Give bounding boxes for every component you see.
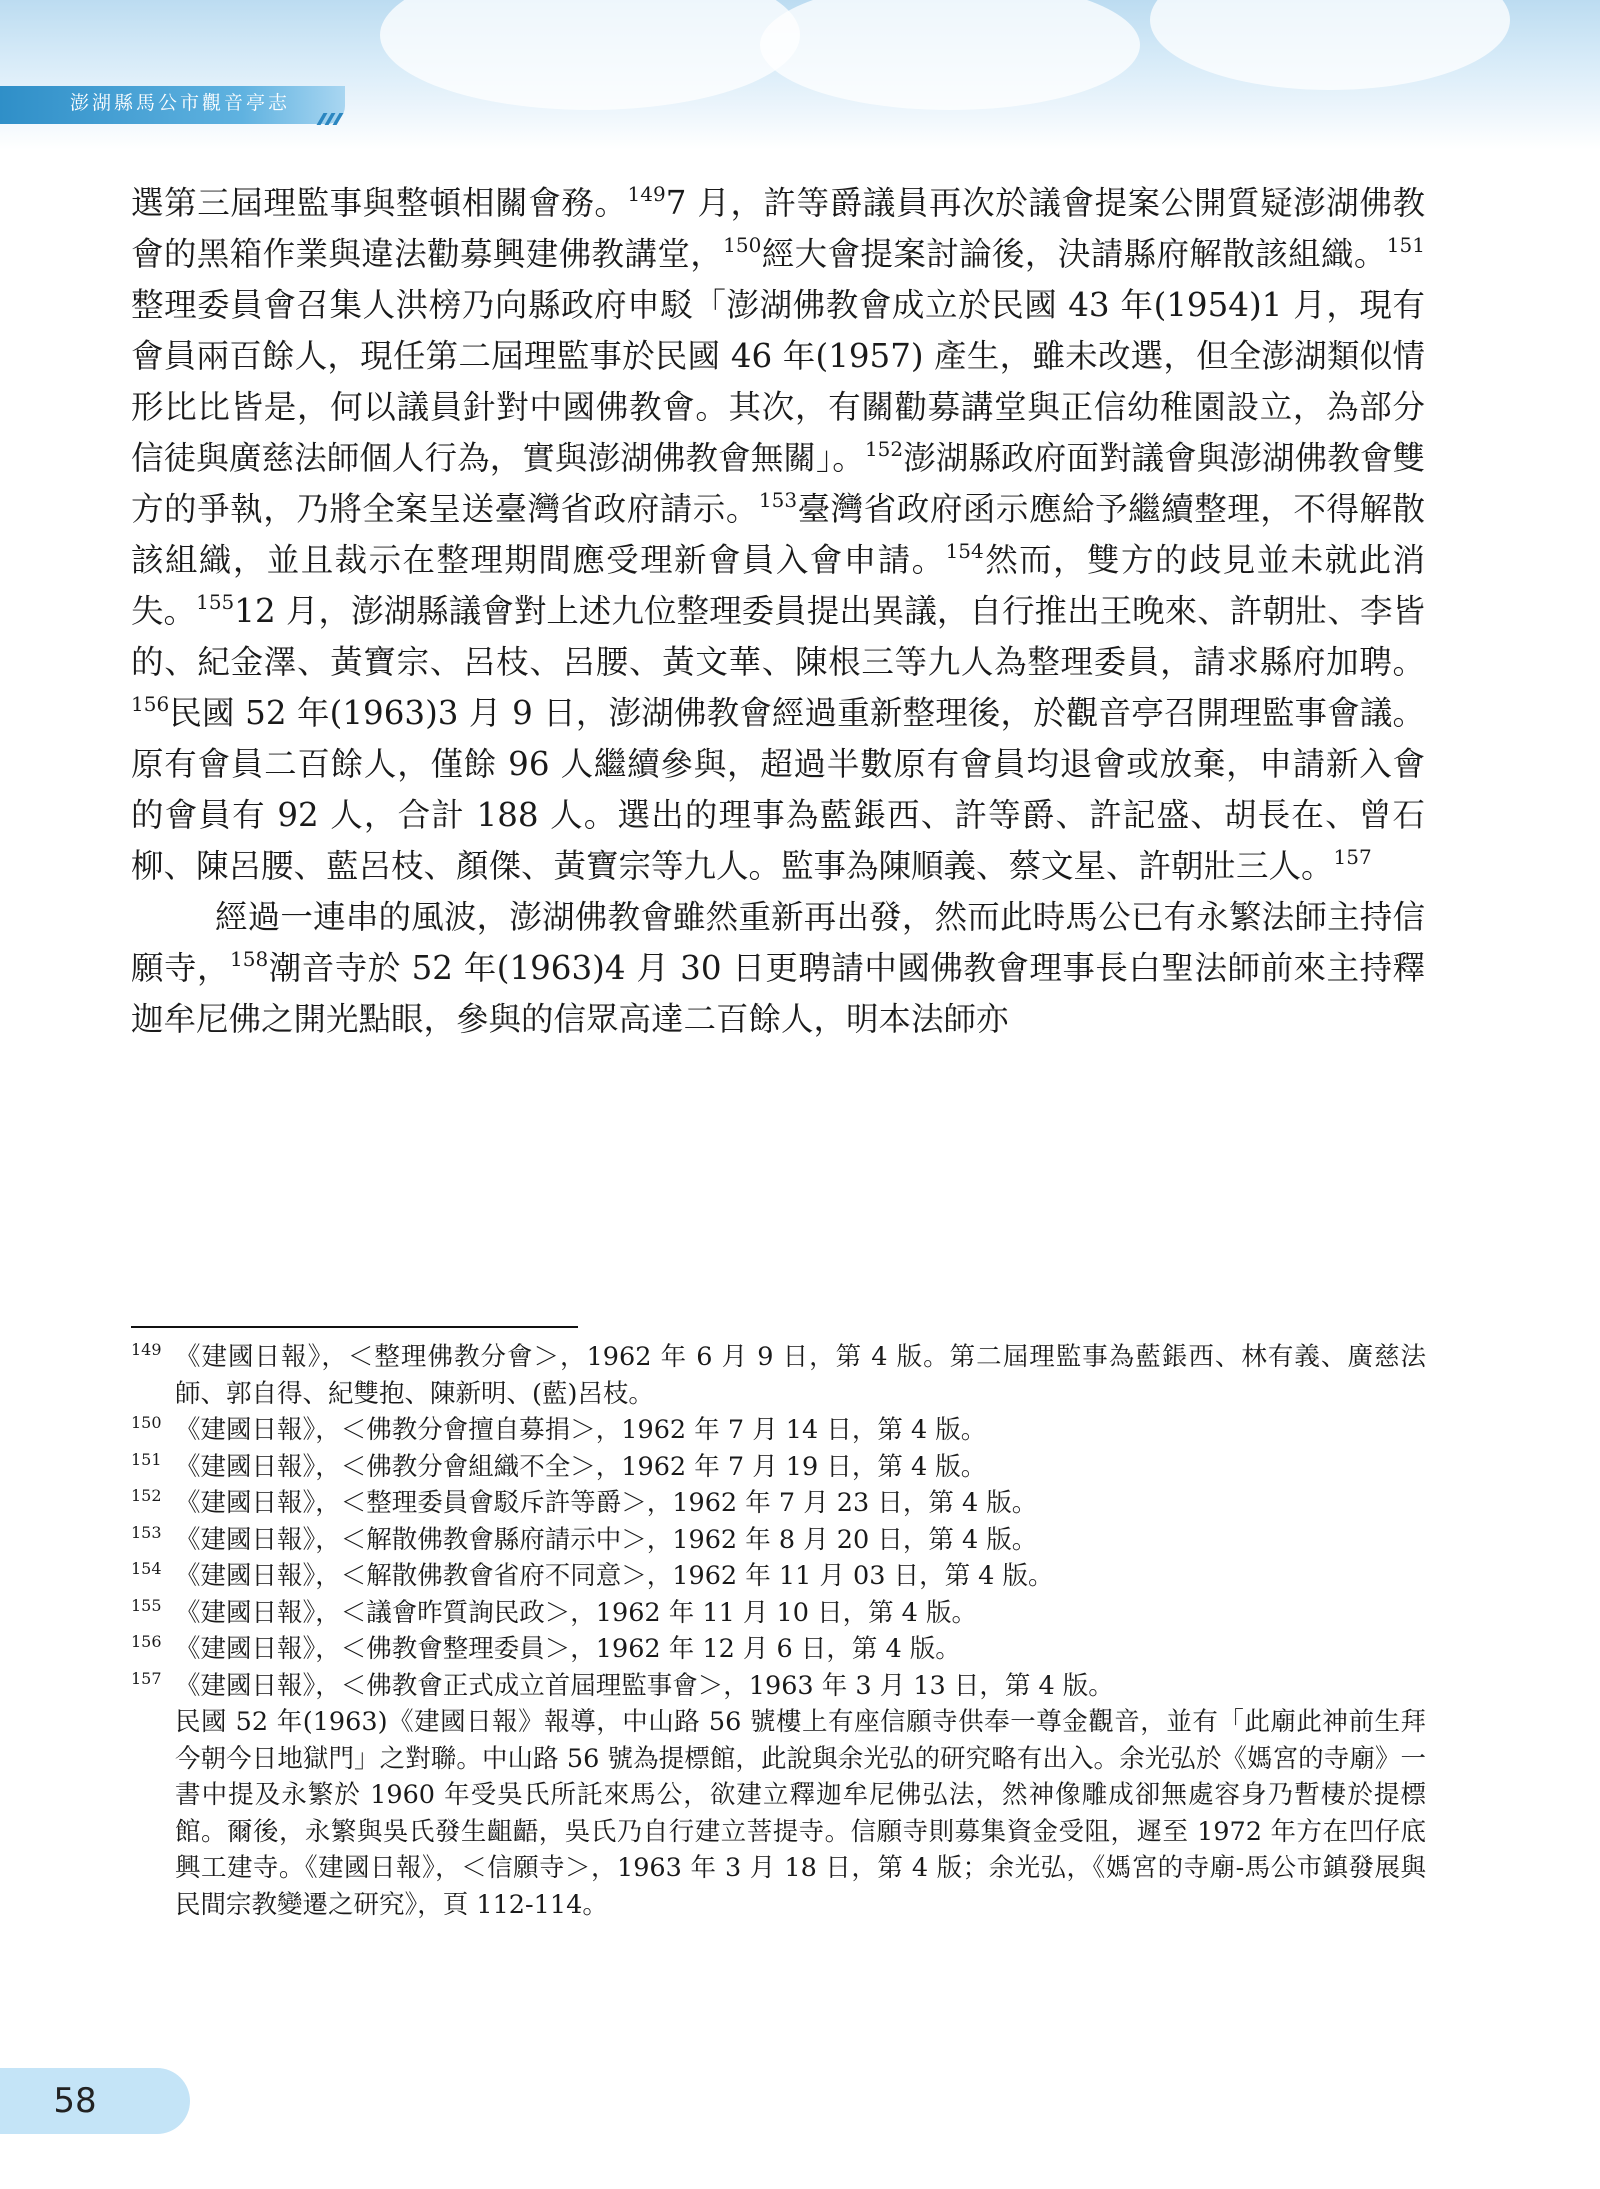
footnote-item xyxy=(131,1412,1426,1449)
page-number: 58 xyxy=(53,2081,97,2121)
footnote-text: 《建國日報》，＜佛教會整理委員＞，1962 年 12 月 6 日，第 4 版。 xyxy=(175,1634,961,1664)
footnote-number: 151 xyxy=(131,1449,162,1469)
footnote-item xyxy=(131,1485,1426,1522)
footnote-number: 154 xyxy=(131,1559,162,1578)
footnote-number: 155 xyxy=(131,1595,162,1615)
footnote-ref[interactable]: 155 xyxy=(196,590,235,614)
footnote-number: 152 xyxy=(131,1486,162,1505)
footnote-text: 《建國日報》，＜解散佛教會縣府請示中＞，1962 年 8 月 20 日，第 4 版。 xyxy=(175,1524,1038,1555)
body-text xyxy=(131,178,1425,1045)
footnote-ref[interactable]: 156 xyxy=(131,692,170,716)
footnote-text: 《建國日報》，＜佛教會正式成立首屆理監事會＞，1963 年 3 月 13 日，第 4 版。 xyxy=(175,1670,1114,1701)
footnote-text: 《建國日報》，＜議會昨質詢民政＞，1962 年 11 月 10 日，第 4 版。 xyxy=(175,1597,978,1628)
footnote-item xyxy=(131,1631,1426,1668)
footnote-ref[interactable]: 157 xyxy=(1333,845,1372,869)
paragraph-1: 選第三屆理監事與整頓相關會務。$^{149}$7 月，許等爵議員再次於議會提案公開質疑澎湖佛教會的黑箱作業與違法勸募興建佛教講堂，$^{150}$經大會提案討論後，決請縣府解散該組織。$^{151}$整理委員會召集人洪榜乃向縣政府申駁「澎湖佛教會成立於民國 43 年(1954)1 月，現有會員兩百餘人，現任第二屆理監事於民國 46 年(1957) 產生，雖未改選，但全澎湖類似情形比比皆是，何以議員針對中國佛教會。其次，有關勸募講堂與正信幼稚園設立，為部分信徒與廣慈法師個人行為，實與澎湖佛教會無關」。$^{152}$澎湖縣政府面對議會與澎湖佛教會雙方的爭執，乃將全案呈送臺灣省政府請示。$^{153}$臺灣省政府函示應給予繼續整理，不得解散該組織，並且裁示在整理期間應受理新會員入會申請。$^{154}$然而，雙方的歧見並未就此消失。$^{155}$12 月，澎湖縣議會對上述九位整理委員提出異議，自行推出王晚來、許朝壯、李皆的、紀金澤、黃寶宗、呂枝、呂腰、黃文華、陳根三等九人為整理委員，請求縣府加聘。$^{156}$民國 52 年(1963)3 月 9 日，澎湖佛教會經過重新整理後，於觀音亭召開理監事會議。原有會員二百餘人，僅餘 96 人繼續參與，超過半數原有會員均退會或放棄，申請新入會的會員有 92 人，合計 188 人。選出的理事為藍鋹西、許等爵、許記盛、胡長在、曾石柳、陳呂腰、藍呂枝、顏傑、黃寶宗等九人。監事為陳順義、蔡文星、許朝壯三人。$^{157}$ xyxy=(131,182,1425,885)
footnote-number: 150 xyxy=(131,1413,162,1432)
footnote-item xyxy=(131,1558,1426,1595)
footnote-ref[interactable]: 150 xyxy=(723,233,762,257)
footnotes xyxy=(131,1339,1452,1923)
footnote-item xyxy=(131,1449,1426,1486)
footnote-text: 《建國日報》，＜整理委員會駁斥許等爵＞，1962 年 7 月 23 日，第 4 版。 xyxy=(175,1488,1038,1518)
running-header-title: 澎湖縣馬公市觀音亭志 xyxy=(70,92,291,114)
footnote-ref[interactable]: 158 xyxy=(230,947,269,971)
footnote-number: 156 xyxy=(131,1632,162,1651)
footnote-text: 《建國日報》，＜整理佛教分會＞，1962 年 6 月 9 日，第 4 版。第二屆理監事為藍鋹西、林有義、廣慈法師、郭自得、紀雙抱、陳新明、(藍)呂枝。 xyxy=(175,1342,1426,1409)
footnote-ref[interactable]: 154 xyxy=(945,539,984,563)
cloud-decoration xyxy=(1150,0,1510,90)
cloud-decoration xyxy=(760,0,1140,110)
footnote-ref[interactable]: 149 xyxy=(627,182,666,206)
footnote-continuation xyxy=(131,1704,1452,1923)
footnote-ref[interactable]: 152 xyxy=(864,437,904,461)
footnote-text: 民國 52 年(1963)《建國日報》報導，中山路 56 號樓上有座信願寺供奉一尊金觀音，並有「此廟此神前生拜 今朝今日地獄門」之對聯。中山路 56 號為提標館，此說與余光弘的研究略有出入。余光弘於《媽宮的寺廟》一書中提及永繁於 1960 年受吳氏所託來馬公，欲建立釋迦牟尼佛弘法，然神像雕成卻無處容身乃暫棲於提標館。爾後，永繁與吳氏發生齟齬，吳氏乃自行建立菩提寺。信願寺則募集資金受阻，遲至 1972 年方在凹仔底興工建寺。《建國日報》，＜信願寺＞，1963 年 3 月 18 日，第 4 版；余光弘，《媽宮的寺廟-馬公市鎮發展與民間宗教變遷之研究》，頁 112-114。 xyxy=(175,1707,1452,1920)
footnote-item xyxy=(131,1339,1426,1412)
footnote-ref[interactable]: 153 xyxy=(758,488,798,512)
footnote-ref[interactable]: 151 xyxy=(1386,233,1425,257)
header-sky-background xyxy=(0,0,1600,150)
footnote-text: 《建國日報》，＜解散佛教會省府不同意＞，1962 年 11 月 03 日，第 4 版。 xyxy=(175,1561,1054,1591)
footnote-divider xyxy=(131,1326,578,1328)
footnote-number: 157 xyxy=(131,1668,162,1688)
footnote-number: 149 xyxy=(131,1340,162,1359)
footnote-item xyxy=(131,1595,1426,1632)
footnote-text: 《建國日報》，＜佛教分會擅自募捐＞，1962 年 7 月 14 日，第 4 版。 xyxy=(175,1415,987,1445)
footnote-item xyxy=(131,1668,1426,1705)
footnote-number: 153 xyxy=(131,1522,162,1542)
cloud-decoration xyxy=(380,0,800,110)
footnote-text: 《建國日報》，＜佛教分會組織不全＞，1962 年 7 月 19 日，第 4 版。 xyxy=(175,1451,987,1482)
footnote-item xyxy=(131,1522,1426,1559)
paragraph-2: 經過一連串的風波，澎湖佛教會雖然重新再出發，然而此時馬公已有永繁法師主持信願寺，$^{158}$潮音寺於 52 年(1963)4 月 30 日更聘請中國佛教會理事長白聖法師前來主持釋迦牟尼佛之開光點眼，參與的信眾高達二百餘人，明本法師亦 xyxy=(131,898,1425,1038)
header-stripes-decoration xyxy=(318,113,348,125)
